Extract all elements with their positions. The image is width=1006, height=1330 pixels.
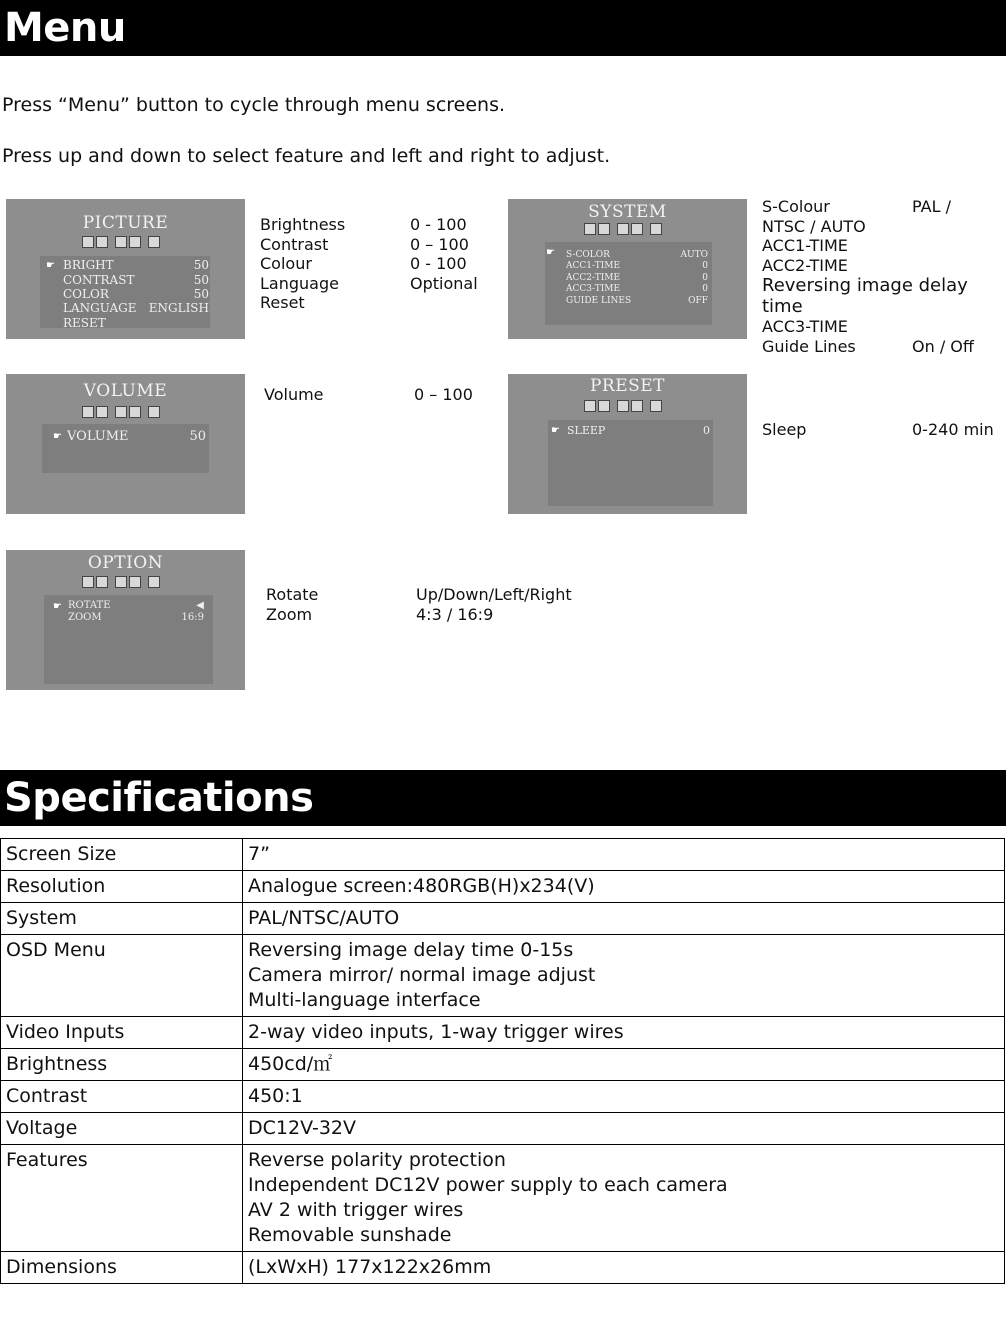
feature-range: 0 - 100 [410, 254, 467, 273]
spec-key: OSD Menu [1, 935, 243, 1017]
feature-label: Sleep [762, 420, 807, 439]
spec-value-line: (LxWxH) 177x122x26mm [248, 1256, 492, 1278]
table-row [1, 1049, 1005, 1081]
pointer-icon: ☛ [53, 601, 62, 612]
spec-value-line: Removable sunshade [248, 1224, 452, 1246]
spec-value-line: 450:1 [248, 1085, 303, 1107]
system-description [762, 197, 1002, 356]
osd-item: VOLUME 50 [67, 429, 206, 444]
feature-label: Zoom [266, 604, 313, 624]
osd-item: BRIGHT 50 [63, 258, 209, 272]
table-row [1, 871, 1005, 903]
table-row [1, 1252, 1005, 1284]
spec-key: Features [1, 1145, 243, 1252]
feature-range: 0 – 100 [414, 385, 473, 404]
spec-key: Resolution [1, 871, 243, 903]
preset-icon [631, 223, 643, 235]
osd-item: CONTRAST 50 [63, 273, 209, 287]
osd-item: COLOR 50 [63, 287, 209, 301]
osd-icon-bar [584, 400, 662, 412]
osd-item: ACC2-TIME 0 [566, 273, 708, 283]
osd-icon-bar [82, 406, 160, 418]
preset-description [762, 420, 1002, 440]
option-icon [650, 400, 662, 412]
system-icon [96, 236, 108, 248]
feature-label: ACC2-TIME [762, 255, 848, 275]
feature-range: NTSC / AUTO [762, 216, 866, 236]
feature-label: Contrast [260, 234, 329, 254]
spec-value [243, 871, 1005, 903]
picture-icon [584, 223, 596, 235]
feature-range: PAL / [912, 197, 951, 216]
picture-icon [82, 236, 94, 248]
osd-title: VOLUME [83, 381, 168, 401]
table-row [1, 1145, 1005, 1252]
intro-line-2: Press up and down to select feature and left and right to adjust. [2, 145, 611, 167]
spec-value [243, 839, 1005, 871]
feature-range: On / Off [912, 336, 974, 356]
spec-value [243, 935, 1005, 1017]
feature-label: Language [260, 273, 339, 293]
table-row [1, 1081, 1005, 1113]
spec-value [243, 1145, 1005, 1252]
table-row [1, 935, 1005, 1017]
feature-label: Reset [260, 293, 305, 312]
osd-item: RESET [63, 316, 106, 330]
volume-icon [115, 236, 127, 248]
osd-icon-bar [82, 236, 160, 248]
spec-key: Screen Size [1, 839, 243, 871]
osd-volume-screen [6, 374, 245, 514]
menu-banner [0, 0, 1006, 56]
specifications-heading: Specifications [4, 775, 314, 821]
volume-description [264, 385, 494, 405]
menu-heading: Menu [4, 5, 126, 51]
spec-value-line: 450cd/㎡ [248, 1053, 333, 1075]
spec-value-line: Analogue screen:480RGB(H)x234(V) [248, 875, 595, 897]
spec-value [243, 1113, 1005, 1145]
pointer-icon: ☛ [546, 247, 555, 258]
option-icon [650, 223, 662, 235]
specifications-banner [0, 770, 1006, 826]
feature-range: 0 – 100 [410, 234, 469, 254]
spec-value-line: Multi-language interface [248, 989, 481, 1011]
spec-value [243, 1081, 1005, 1113]
feature-range: 0-240 min [912, 420, 994, 439]
spec-value-line: Camera mirror/ normal image adjust [248, 964, 596, 986]
osd-item: S-COLOR AUTO [566, 250, 708, 260]
osd-item: SLEEP 0 [567, 424, 710, 437]
osd-picture-screen [6, 199, 245, 339]
table-row [1, 1017, 1005, 1049]
spec-value-line: Reversing image delay time 0-15s [248, 939, 574, 961]
option-icon [148, 236, 160, 248]
volume-icon [617, 400, 629, 412]
option-icon [148, 406, 160, 418]
osd-preset-screen [508, 374, 747, 514]
feature-label: Guide Lines [762, 336, 856, 356]
intro-line-1: Press “Menu” button to cycle through menu screens. [2, 94, 506, 116]
table-row [1, 839, 1005, 871]
spec-value-line: DC12V-32V [248, 1117, 356, 1139]
picture-icon [584, 400, 596, 412]
preset-icon [129, 236, 141, 248]
spec-key: System [1, 903, 243, 935]
picture-icon [82, 576, 94, 588]
osd-title: OPTION [87, 553, 164, 573]
spec-value [243, 1049, 1005, 1081]
feature-label: Colour [260, 254, 312, 273]
volume-icon [115, 406, 127, 418]
feature-range: Optional [410, 273, 478, 293]
system-icon [598, 223, 610, 235]
osd-item: ACC1-TIME 0 [566, 261, 708, 271]
osd-item: GUIDE LINES OFF [566, 296, 708, 306]
preset-icon [129, 576, 141, 588]
preset-icon [631, 400, 643, 412]
osd-item: ZOOM 16:9 [68, 612, 204, 623]
feature-label: Reversing image delay time [762, 275, 968, 317]
spec-value-line: Independent DC12V power supply to each camera [248, 1174, 728, 1196]
spec-value-line: 2-way video inputs, 1-way trigger wires [248, 1021, 624, 1043]
osd-title: PRESET [589, 376, 666, 396]
feature-range: 0 - 100 [410, 215, 467, 234]
spec-key: Voltage [1, 1113, 243, 1145]
feature-range: Up/Down/Left/Right [416, 585, 572, 604]
spec-key: Dimensions [1, 1252, 243, 1284]
table-row [1, 903, 1005, 935]
spec-key: Contrast [1, 1081, 243, 1113]
option-description [266, 585, 596, 624]
osd-title: SYSTEM [588, 202, 667, 222]
spec-key: Brightness [1, 1049, 243, 1081]
volume-icon [617, 223, 629, 235]
specifications-table [0, 838, 1005, 1284]
osd-system-screen [508, 199, 747, 339]
spec-value-line: 7” [248, 843, 270, 865]
pointer-icon: ☛ [53, 431, 62, 442]
volume-icon [115, 576, 127, 588]
feature-label: Rotate [266, 585, 319, 604]
osd-icon-bar [82, 576, 160, 588]
feature-label: Volume [264, 385, 324, 404]
osd-title: PICTURE [82, 213, 169, 233]
spec-key: Video Inputs [1, 1017, 243, 1049]
pointer-icon: ☛ [551, 425, 560, 436]
feature-label: Brightness [260, 215, 346, 234]
feature-label: ACC3-TIME [762, 317, 848, 336]
spec-value [243, 1017, 1005, 1049]
spec-value [243, 1252, 1005, 1284]
feature-range: 4:3 / 16:9 [416, 604, 494, 624]
picture-description [260, 215, 490, 313]
system-icon [96, 406, 108, 418]
pointer-icon: ☛ [46, 260, 55, 271]
spec-value-line: Reverse polarity protection [248, 1149, 506, 1171]
preset-icon [129, 406, 141, 418]
osd-item: ROTATE ◀ [68, 600, 204, 611]
osd-item: ACC3-TIME 0 [566, 284, 708, 294]
spec-value [243, 903, 1005, 935]
osd-option-screen [6, 550, 245, 690]
system-icon [598, 400, 610, 412]
feature-label: S-Colour [762, 197, 830, 216]
spec-value-line: AV 2 with trigger wires [248, 1199, 464, 1221]
osd-item: LANGUAGE ENGLISH [63, 301, 209, 315]
system-icon [96, 576, 108, 588]
feature-label: ACC1-TIME [762, 236, 848, 255]
osd-icon-bar [584, 223, 662, 235]
table-row [1, 1113, 1005, 1145]
picture-icon [82, 406, 94, 418]
spec-value-line: PAL/NTSC/AUTO [248, 907, 400, 929]
option-icon [148, 576, 160, 588]
